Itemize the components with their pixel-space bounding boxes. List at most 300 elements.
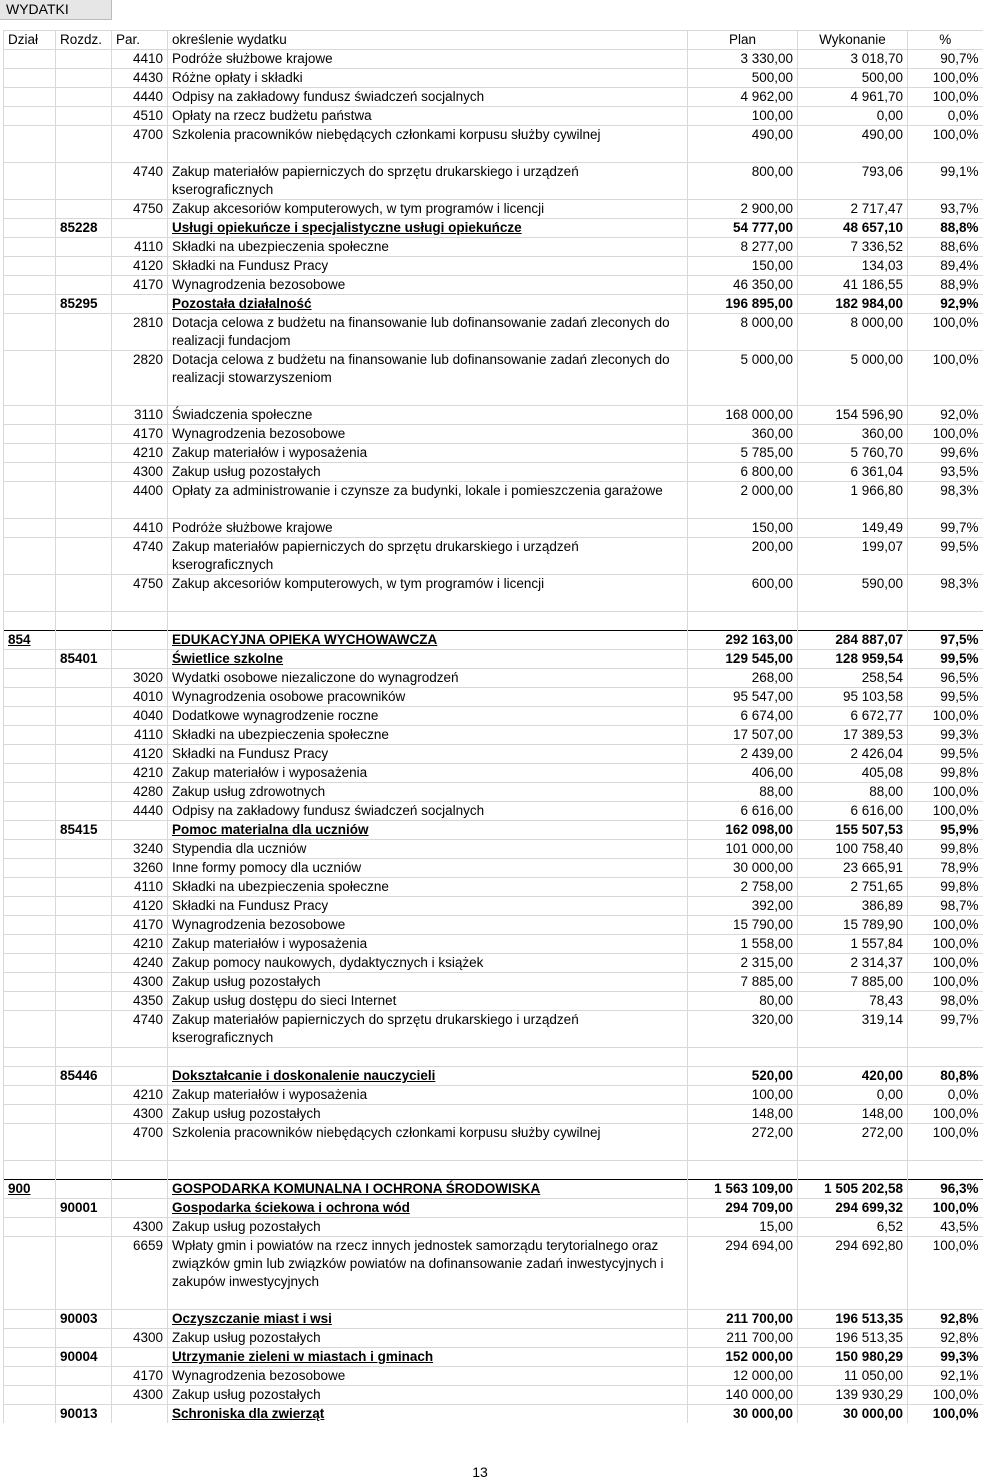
cell-description: Dotacja celowa z budżetu na finansowanie lub dofinansowanie zadań zleconych do realizacji fundacjom: [168, 314, 688, 351]
cell-execution: 11 050,00: [798, 1367, 908, 1386]
cell-paragraph: [112, 1405, 168, 1424]
cell-plan: 6 674,00: [688, 707, 798, 726]
cell-percent: 100,0%: [908, 916, 983, 935]
cell-plan: 2 900,00: [688, 200, 798, 219]
cell-paragraph: 4740: [112, 1011, 168, 1048]
table-row: [4, 50, 983, 69]
cell-paragraph: 4400: [112, 482, 168, 519]
table-row: [4, 314, 983, 351]
cell-rozdz: 90013: [56, 1405, 112, 1424]
cell-plan: 5 785,00: [688, 444, 798, 463]
cell-dzial: [4, 107, 56, 126]
cell-description: Stypendia dla uczniów: [168, 840, 688, 859]
cell-execution: 139 930,29: [798, 1386, 908, 1405]
cell-dzial: [4, 425, 56, 444]
cell-rozdz: [56, 1086, 112, 1105]
table-row: [4, 1105, 983, 1124]
table-row: [4, 1237, 983, 1310]
cell-description: Zakup materiałów i wyposażenia: [168, 764, 688, 783]
cell-plan: 196 895,00: [688, 295, 798, 314]
cell-plan: 2 758,00: [688, 878, 798, 897]
cell-dzial: [4, 575, 56, 612]
table-row: [4, 538, 983, 575]
cell-plan: 6 616,00: [688, 802, 798, 821]
cell-paragraph: 4210: [112, 764, 168, 783]
cell-dzial: [4, 1067, 56, 1086]
cell-plan: 30 000,00: [688, 1405, 798, 1424]
cell-description: Składki na ubezpieczenia społeczne: [168, 238, 688, 257]
cell-dzial: [4, 463, 56, 482]
table-row: [4, 463, 983, 482]
cell-dzial: [4, 295, 56, 314]
cell-plan: 200,00: [688, 538, 798, 575]
cell-dzial: [4, 1199, 56, 1218]
cell-dzial: [4, 538, 56, 575]
cell-dzial: [4, 126, 56, 163]
cell-execution: 284 887,07: [798, 631, 908, 650]
cell-execution: 5 760,70: [798, 444, 908, 463]
cell-paragraph: [112, 1310, 168, 1329]
spacer-cell: [168, 1048, 688, 1067]
table-row: [4, 425, 983, 444]
cell-dzial: [4, 1124, 56, 1161]
cell-execution: 150 980,29: [798, 1348, 908, 1367]
chapter-row: [4, 1405, 983, 1424]
cell-rozdz: [56, 575, 112, 612]
cell-execution: 7 885,00: [798, 973, 908, 992]
cell-rozdz: [56, 745, 112, 764]
cell-rozdz: [56, 992, 112, 1011]
cell-dzial: [4, 726, 56, 745]
cell-dzial: [4, 1086, 56, 1105]
cell-plan: 800,00: [688, 163, 798, 200]
cell-plan: 500,00: [688, 69, 798, 88]
cell-percent: 100,0%: [908, 935, 983, 954]
cell-plan: 80,00: [688, 992, 798, 1011]
table-row: [4, 1218, 983, 1237]
cell-percent: 43,5%: [908, 1218, 983, 1237]
cell-description: Składki na Fundusz Pracy: [168, 897, 688, 916]
cell-rozdz: [56, 935, 112, 954]
header-par: Par.: [112, 31, 168, 50]
cell-rozdz: [56, 1011, 112, 1048]
spacer-cell: [4, 1161, 56, 1180]
table-row: [4, 126, 983, 163]
cell-dzial: [4, 954, 56, 973]
cell-percent: 88,6%: [908, 238, 983, 257]
cell-rozdz: [56, 163, 112, 200]
cell-plan: 150,00: [688, 257, 798, 276]
cell-dzial: [4, 688, 56, 707]
cell-paragraph: 4740: [112, 538, 168, 575]
cell-percent: 99,8%: [908, 764, 983, 783]
cell-dzial: [4, 1405, 56, 1424]
cell-description: Zakup usług pozostałych: [168, 973, 688, 992]
cell-plan: 3 330,00: [688, 50, 798, 69]
cell-paragraph: [112, 821, 168, 840]
table-row: [4, 1011, 983, 1048]
spacer-cell: [688, 1048, 798, 1067]
cell-percent: 92,8%: [908, 1329, 983, 1348]
spacer-cell: [688, 612, 798, 631]
cell-rozdz: [56, 1386, 112, 1405]
cell-percent: 99,3%: [908, 1348, 983, 1367]
cell-plan: 168 000,00: [688, 406, 798, 425]
cell-rozdz: [56, 314, 112, 351]
cell-description: Podróże służbowe krajowe: [168, 519, 688, 538]
cell-plan: 162 098,00: [688, 821, 798, 840]
cell-description: Pomoc materialna dla uczniów: [168, 821, 688, 840]
cell-rozdz: [56, 200, 112, 219]
cell-paragraph: 4170: [112, 276, 168, 295]
cell-description: GOSPODARKA KOMUNALNA I OCHRONA ŚRODOWISKA: [168, 1180, 688, 1199]
cell-description: Zakup akcesoriów komputerowych, w tym programów i licencji: [168, 200, 688, 219]
cell-plan: 294 709,00: [688, 1199, 798, 1218]
cell-rozdz: [56, 126, 112, 163]
cell-description: Schroniska dla zwierząt: [168, 1405, 688, 1424]
cell-dzial: [4, 992, 56, 1011]
cell-rozdz: [56, 406, 112, 425]
cell-percent: 100,0%: [908, 783, 983, 802]
sheet-tab-wydatki[interactable]: WYDATKI: [0, 0, 112, 20]
cell-rozdz: [56, 688, 112, 707]
chapter-row: [4, 1067, 983, 1086]
cell-paragraph: 4410: [112, 519, 168, 538]
cell-paragraph: 4510: [112, 107, 168, 126]
table-row: [4, 688, 983, 707]
cell-plan: 600,00: [688, 575, 798, 612]
cell-description: Składki na Fundusz Pracy: [168, 257, 688, 276]
chapter-row: [4, 295, 983, 314]
table-row: [4, 726, 983, 745]
cell-dzial: [4, 878, 56, 897]
cell-rozdz: [56, 1329, 112, 1348]
cell-paragraph: 4040: [112, 707, 168, 726]
cell-paragraph: 4120: [112, 257, 168, 276]
cell-description: Opłaty na rzecz budżetu państwa: [168, 107, 688, 126]
cell-description: Podróże służbowe krajowe: [168, 50, 688, 69]
cell-percent: 92,1%: [908, 1367, 983, 1386]
cell-rozdz: [56, 238, 112, 257]
cell-percent: 99,6%: [908, 444, 983, 463]
cell-percent: 92,0%: [908, 406, 983, 425]
cell-description: Zakup pomocy naukowych, dydaktycznych i książek: [168, 954, 688, 973]
cell-execution: 148,00: [798, 1105, 908, 1124]
cell-percent: 97,5%: [908, 631, 983, 650]
cell-dzial: [4, 764, 56, 783]
cell-description: Utrzymanie zieleni w miastach i gminach: [168, 1348, 688, 1367]
cell-execution: 182 984,00: [798, 295, 908, 314]
cell-description: Zakup materiałów papierniczych do sprzętu drukarskiego i urządzeń kserograficznych: [168, 163, 688, 200]
cell-rozdz: [56, 878, 112, 897]
cell-dzial: [4, 200, 56, 219]
table-row: [4, 1086, 983, 1105]
cell-plan: 6 800,00: [688, 463, 798, 482]
cell-rozdz: [56, 88, 112, 107]
spacer-cell: [56, 612, 112, 631]
table-row: [4, 992, 983, 1011]
spacer-cell: [798, 1048, 908, 1067]
cell-rozdz: [56, 802, 112, 821]
table-row: [4, 575, 983, 612]
cell-paragraph: 6659: [112, 1237, 168, 1310]
cell-plan: 46 350,00: [688, 276, 798, 295]
table-row: [4, 1367, 983, 1386]
cell-rozdz: [56, 1237, 112, 1310]
cell-rozdz: 90003: [56, 1310, 112, 1329]
cell-dzial: [4, 406, 56, 425]
cell-paragraph: [112, 1348, 168, 1367]
cell-percent: 98,0%: [908, 992, 983, 1011]
table-row: [4, 351, 983, 406]
table-row: [4, 444, 983, 463]
cell-execution: 0,00: [798, 1086, 908, 1105]
table-row: [4, 163, 983, 200]
cell-plan: 360,00: [688, 425, 798, 444]
cell-plan: 272,00: [688, 1124, 798, 1161]
cell-execution: 793,06: [798, 163, 908, 200]
cell-dzial: 900: [4, 1180, 56, 1199]
cell-dzial: [4, 935, 56, 954]
section-row: [4, 1180, 983, 1199]
cell-paragraph: 4430: [112, 69, 168, 88]
cell-execution: 8 000,00: [798, 314, 908, 351]
cell-description: Składki na ubezpieczenia społeczne: [168, 726, 688, 745]
cell-description: Wydatki osobowe niezaliczone do wynagrodzeń: [168, 669, 688, 688]
cell-execution: 149,49: [798, 519, 908, 538]
cell-dzial: [4, 1329, 56, 1348]
cell-percent: 88,8%: [908, 219, 983, 238]
cell-paragraph: 4120: [112, 745, 168, 764]
cell-percent: 100,0%: [908, 954, 983, 973]
cell-paragraph: 3110: [112, 406, 168, 425]
cell-execution: 5 000,00: [798, 351, 908, 406]
cell-execution: 386,89: [798, 897, 908, 916]
cell-paragraph: 3240: [112, 840, 168, 859]
cell-description: Zakup usług zdrowotnych: [168, 783, 688, 802]
cell-execution: 196 513,35: [798, 1310, 908, 1329]
cell-dzial: [4, 314, 56, 351]
cell-plan: 292 163,00: [688, 631, 798, 650]
cell-description: Pozostała działalność: [168, 295, 688, 314]
cell-execution: 6,52: [798, 1218, 908, 1237]
header-plan: Plan: [688, 31, 798, 50]
cell-percent: 89,4%: [908, 257, 983, 276]
cell-percent: 100,0%: [908, 707, 983, 726]
cell-description: Zakup usług pozostałych: [168, 1218, 688, 1237]
cell-paragraph: 4210: [112, 444, 168, 463]
cell-paragraph: 4750: [112, 575, 168, 612]
cell-description: Inne formy pomocy dla uczniów: [168, 859, 688, 878]
cell-rozdz: [56, 519, 112, 538]
cell-plan: 5 000,00: [688, 351, 798, 406]
cell-dzial: [4, 257, 56, 276]
cell-paragraph: [112, 631, 168, 650]
cell-rozdz: [56, 783, 112, 802]
table-row: [4, 238, 983, 257]
cell-rozdz: 85415: [56, 821, 112, 840]
cell-percent: 100,0%: [908, 425, 983, 444]
cell-execution: 0,00: [798, 107, 908, 126]
cell-execution: 319,14: [798, 1011, 908, 1048]
cell-description: Zakup usług pozostałych: [168, 1105, 688, 1124]
cell-execution: 95 103,58: [798, 688, 908, 707]
cell-dzial: [4, 916, 56, 935]
cell-description: Zakup usług pozostałych: [168, 463, 688, 482]
table-row: [4, 916, 983, 935]
cell-rozdz: [56, 1180, 112, 1199]
cell-percent: 78,9%: [908, 859, 983, 878]
cell-paragraph: 4350: [112, 992, 168, 1011]
cell-dzial: [4, 802, 56, 821]
cell-dzial: [4, 219, 56, 238]
cell-description: Składki na ubezpieczenia społeczne: [168, 878, 688, 897]
cell-plan: 4 962,00: [688, 88, 798, 107]
cell-paragraph: 2820: [112, 351, 168, 406]
table-row: [4, 669, 983, 688]
cell-description: Świetlice szkolne: [168, 650, 688, 669]
table-row: [4, 1329, 983, 1348]
cell-percent: 92,9%: [908, 295, 983, 314]
cell-percent: 98,3%: [908, 482, 983, 519]
spacer-cell: [56, 1048, 112, 1067]
cell-rozdz: [56, 859, 112, 878]
cell-execution: 2 751,65: [798, 878, 908, 897]
cell-plan: 1 558,00: [688, 935, 798, 954]
cell-description: Zakup materiałów papierniczych do sprzętu drukarskiego i urządzeń kserograficznych: [168, 538, 688, 575]
cell-dzial: [4, 50, 56, 69]
cell-plan: 406,00: [688, 764, 798, 783]
cell-plan: 152 000,00: [688, 1348, 798, 1367]
cell-rozdz: [56, 107, 112, 126]
cell-execution: 88,00: [798, 783, 908, 802]
cell-execution: 2 426,04: [798, 745, 908, 764]
cell-dzial: [4, 783, 56, 802]
cell-plan: 140 000,00: [688, 1386, 798, 1405]
cell-paragraph: 4440: [112, 88, 168, 107]
cell-percent: 100,0%: [908, 1405, 983, 1424]
cell-percent: 99,1%: [908, 163, 983, 200]
cell-rozdz: [56, 351, 112, 406]
cell-rozdz: [56, 69, 112, 88]
cell-description: Zakup materiałów i wyposażenia: [168, 935, 688, 954]
spacer-cell: [4, 612, 56, 631]
cell-rozdz: 85228: [56, 219, 112, 238]
table-row: [4, 878, 983, 897]
cell-percent: 98,3%: [908, 575, 983, 612]
cell-plan: 88,00: [688, 783, 798, 802]
cell-rozdz: [56, 973, 112, 992]
cell-execution: 15 789,90: [798, 916, 908, 935]
cell-description: Zakup materiałów i wyposażenia: [168, 1086, 688, 1105]
header-name: określenie wydatku: [168, 31, 688, 50]
cell-execution: 6 672,77: [798, 707, 908, 726]
table-row: [4, 1386, 983, 1405]
cell-percent: 99,5%: [908, 745, 983, 764]
table-row: [4, 1124, 983, 1161]
cell-paragraph: 3260: [112, 859, 168, 878]
cell-dzial: [4, 840, 56, 859]
cell-execution: 154 596,90: [798, 406, 908, 425]
chapter-row: [4, 1310, 983, 1329]
cell-percent: 100,0%: [908, 126, 983, 163]
table-row: [4, 88, 983, 107]
table-row: [4, 257, 983, 276]
cell-plan: 15 790,00: [688, 916, 798, 935]
spacer-cell: [908, 1048, 983, 1067]
spacer-cell: [168, 612, 688, 631]
cell-rozdz: [56, 425, 112, 444]
cell-paragraph: 4740: [112, 163, 168, 200]
cell-percent: 80,8%: [908, 1067, 983, 1086]
cell-paragraph: 4210: [112, 935, 168, 954]
header-pct: %: [908, 31, 983, 50]
cell-plan: 2 439,00: [688, 745, 798, 764]
cell-dzial: [4, 482, 56, 519]
cell-description: Dotacja celowa z budżetu na finansowanie lub dofinansowanie zadań zleconych do realizacji stowarzyszeniom: [168, 351, 688, 406]
cell-plan: 211 700,00: [688, 1329, 798, 1348]
cell-execution: 199,07: [798, 538, 908, 575]
cell-plan: 7 885,00: [688, 973, 798, 992]
cell-dzial: [4, 1218, 56, 1237]
cell-plan: 100,00: [688, 107, 798, 126]
cell-percent: 95,9%: [908, 821, 983, 840]
cell-execution: 41 186,55: [798, 276, 908, 295]
header-exec: Wykonanie: [798, 31, 908, 50]
cell-percent: 100,0%: [908, 802, 983, 821]
cell-percent: 100,0%: [908, 1386, 983, 1405]
table-row: [4, 840, 983, 859]
cell-percent: 93,7%: [908, 200, 983, 219]
cell-dzial: 854: [4, 631, 56, 650]
cell-description: Zakup usług pozostałych: [168, 1329, 688, 1348]
cell-execution: 3 018,70: [798, 50, 908, 69]
cell-rozdz: 85446: [56, 1067, 112, 1086]
chapter-row: [4, 821, 983, 840]
spacer-row: [4, 1048, 983, 1067]
cell-plan: 268,00: [688, 669, 798, 688]
cell-plan: 12 000,00: [688, 1367, 798, 1386]
cell-rozdz: [56, 276, 112, 295]
cell-dzial: [4, 351, 56, 406]
cell-paragraph: 4300: [112, 1386, 168, 1405]
cell-description: Dodatkowe wynagrodzenie roczne: [168, 707, 688, 726]
table-row: [4, 69, 983, 88]
cell-paragraph: [112, 1199, 168, 1218]
cell-dzial: [4, 238, 56, 257]
cell-plan: 8 277,00: [688, 238, 798, 257]
table-row: [4, 783, 983, 802]
cell-plan: 100,00: [688, 1086, 798, 1105]
cell-rozdz: [56, 897, 112, 916]
table-row: [4, 745, 983, 764]
cell-paragraph: 4300: [112, 463, 168, 482]
cell-plan: 2 315,00: [688, 954, 798, 973]
cell-plan: 2 000,00: [688, 482, 798, 519]
table-row: [4, 935, 983, 954]
cell-percent: 100,0%: [908, 1237, 983, 1310]
cell-plan: 30 000,00: [688, 859, 798, 878]
chapter-row: [4, 1348, 983, 1367]
cell-rozdz: [56, 764, 112, 783]
cell-description: Wynagrodzenia osobowe pracowników: [168, 688, 688, 707]
cell-rozdz: [56, 1124, 112, 1161]
cell-execution: 258,54: [798, 669, 908, 688]
cell-execution: 100 758,40: [798, 840, 908, 859]
cell-dzial: [4, 1011, 56, 1048]
cell-plan: 211 700,00: [688, 1310, 798, 1329]
cell-dzial: [4, 1348, 56, 1367]
